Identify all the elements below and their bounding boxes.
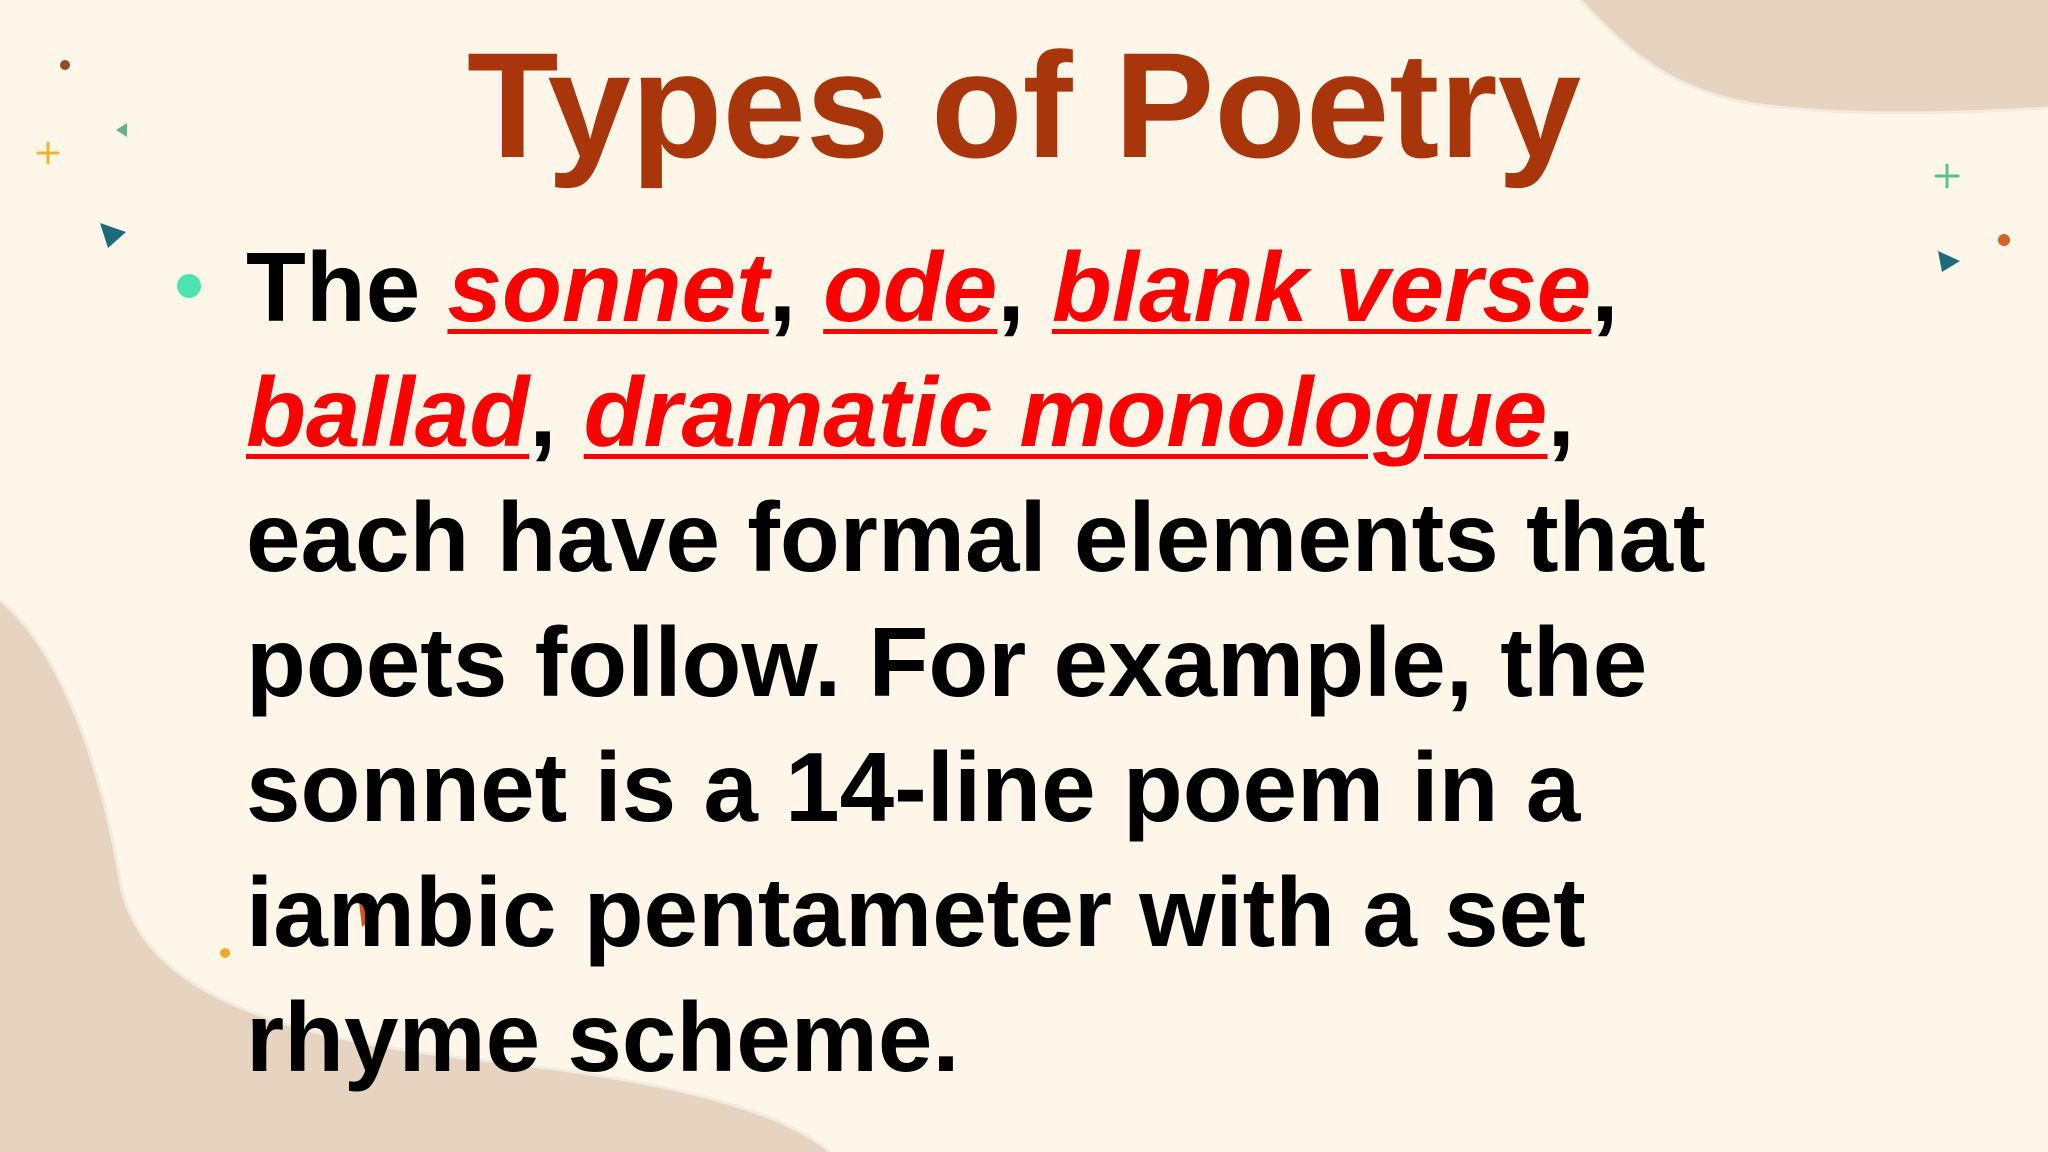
term-sonnet: sonnet — [447, 232, 769, 342]
bullet-line-6: iambic pentameter with a set — [246, 857, 1586, 967]
triangle-icon — [1938, 251, 1960, 272]
term-separator: , — [768, 232, 796, 342]
term-ballad: ballad — [246, 357, 530, 467]
term-ode: ode — [823, 232, 998, 342]
term-separator: , — [997, 232, 1025, 342]
dot-icon — [220, 948, 230, 958]
bullet-line-4: poets follow. For example, the — [246, 607, 1648, 717]
bullet-text — [246, 225, 1866, 1100]
term-separator: , — [1591, 232, 1619, 342]
bullet-line-7: rhyme scheme. — [246, 982, 960, 1092]
intro-word: The — [246, 232, 421, 342]
bullet-line-5: sonnet is a 14-line poem in a — [246, 732, 1581, 842]
slide-title: Types of Poetry — [466, 21, 1582, 189]
term-blank-verse: blank verse — [1051, 232, 1592, 342]
bullet-icon — [177, 274, 201, 298]
term-separator: , — [1547, 357, 1575, 467]
triangle-icon — [100, 223, 126, 248]
bullet-line-3: each have formal elements that — [246, 482, 1706, 592]
bullet-line-2 — [246, 350, 1866, 475]
term-dramatic-monologue: dramatic monologue — [583, 357, 1548, 467]
dot-icon — [1998, 234, 2010, 246]
bullet-line-1 — [246, 225, 1866, 350]
term-separator: , — [529, 357, 557, 467]
